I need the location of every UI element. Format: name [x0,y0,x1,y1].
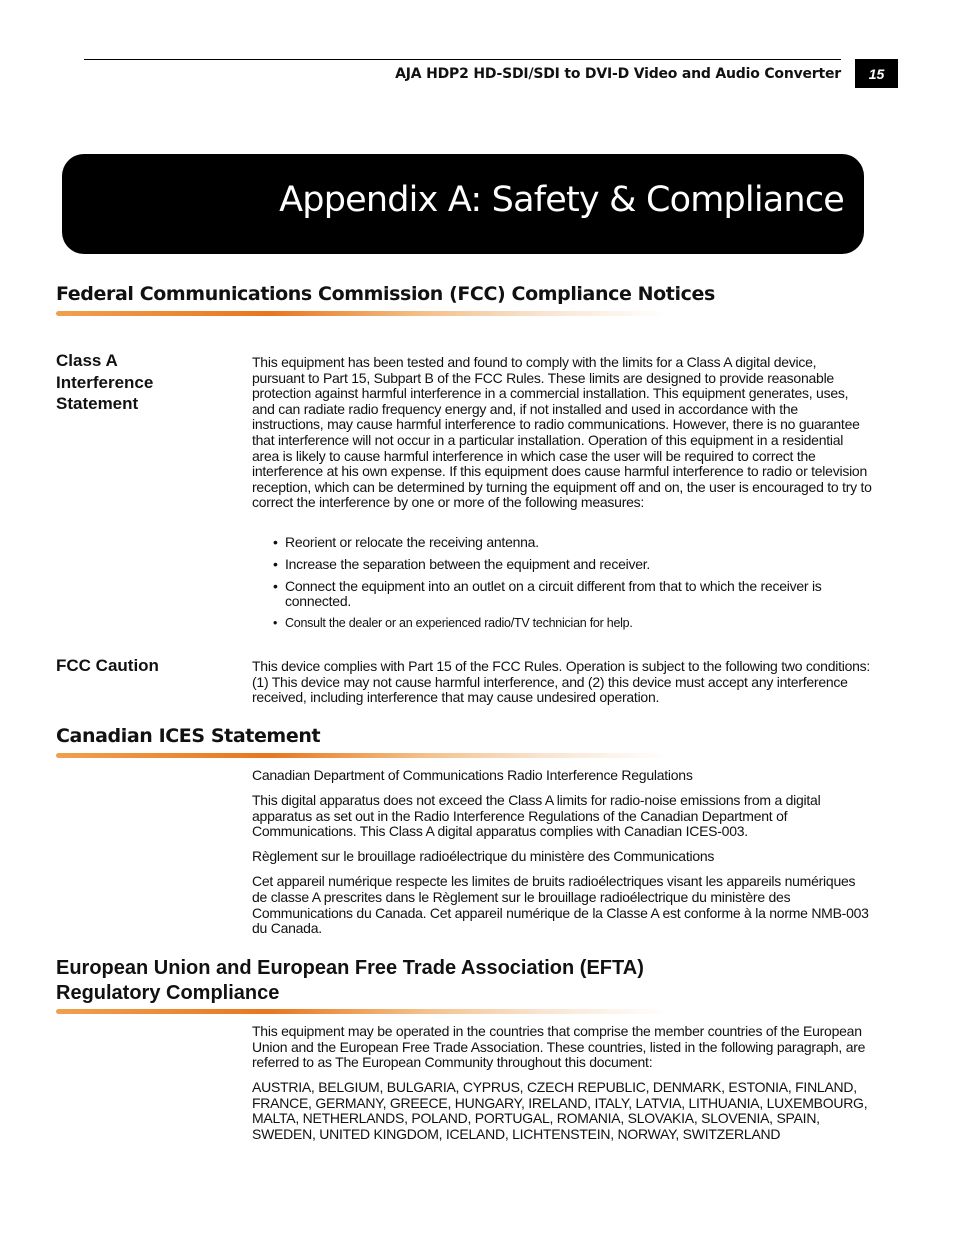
eu-heading-line1: European Union and European Free Trade Association (EFTA) [56,957,644,979]
canadian-paragraph: Cet appareil numérique respecte les limites de bruits radioélectriques visant les appareils numériques de classe A prescrites dans le Règlement sur le brouillage radioélectrique du ministère des Communications du Canada. Cet appareil numérique de la Classe A est conforme à la norme NMB-003 du Canada. [252,873,869,937]
list-item: • Reorient or relocate the receiving antenna. [273,534,539,550]
eu-heading-line2: Regulatory Compliance [56,982,280,1004]
list-item: • Increase the separation between the equipment and receiver. [273,555,651,572]
fcc-caution-label: FCC Caution [56,656,159,675]
canadian-body [252,768,872,946]
eu-paragraph: This equipment may be operated in the countries that comprise the member countries of the European Union and the European Free Trade Association. These countries, listed in the following paragraph, are referred to as The European Community throughout this document: [252,1023,866,1071]
eu-heading-rule [56,1009,668,1014]
fcc-caution-paragraph [252,659,872,715]
eu-countries: AUSTRIA, BELGIUM, BULGARIA, CYPRUS, CZECH REPUBLIC, DENMARK, ESTONIA, FINLAND, FRANCE, GERMANY, GREECE, HUNGARY, IRELAND, ITALY, LATVIA, LITHUANIA, LUXEMBOURG, MALTA, NETHERLANDS, POLAND, PORTUGAL, ROMANIA, SLOVAKIA, SLOVENIA, SPAIN, SWEDEN, UNITED KINGDOM, ICELAND, LICHTENSTEIN, NORWAY, SWITZERLAND [252,1079,868,1143]
fcc-measures-list [273,535,873,638]
chapter-title: Appendix A: Safety & Compliance [279,180,844,220]
list-item: • Connect the equipment into an outlet on a circuit different from that to which the receiver is connected. [273,577,822,610]
header-rule [84,59,841,60]
canadian-paragraph: Règlement sur le brouillage radioélectrique du ministère des Communications [252,848,715,865]
class-a-label: Class A Interference Statement [56,351,154,413]
page-number: 15 [855,59,898,88]
eu-heading [56,956,644,1006]
fcc-caution-text: This device complies with Part 15 of the FCC Rules. Operation is subject to the following two conditions: (1) This device may not cause harmful interference, and (2) this device must accept any interference received, including interference that may cause undesired operation. [252,658,871,706]
list-item: • Consult the dealer or an experienced radio/TV technician for help. [273,616,633,631]
document-title: AJA HDP2 HD-SDI/SDI to DVI-D Video and Audio Converter [395,66,841,82]
canadian-paragraph: Canadian Department of Communications Radio Interference Regulations [252,767,693,783]
eu-body [252,1024,872,1152]
canadian-heading: Canadian ICES Statement [56,725,321,747]
canadian-paragraph: This digital apparatus does not exceed the Class A limits for radio-noise emissions from a digital apparatus as set out in the Radio Interference Regulations of the Canadian Department of Communications. This Class A digital apparatus complies with Canadian ICES-003. [252,792,821,840]
fcc-heading-rule [56,311,668,316]
fcc-heading: Federal Communications Commission (FCC) Compliance Notices [56,283,715,305]
class-a-text: This equipment has been tested and found to comply with the limits for a Class A digital device, pursuant to Part 15, Subpart B of the FCC Rules. These limits are designed to provide reasonable protection against harmful interference in a commercial installation. This equipment generates, uses, and can radiate radio frequency energy and, if not installed and used in accordance with the instructions, may cause harmful interference to radio communications. However, there is no guarantee that interference will not occur in a particular installation. Operation of this equipment in a residential area is likely to cause harmful interference in which case the user will be required to correct the interference at his own expense. If this equipment does cause harmful interference to radio or television reception, which can be determined by turning the equipment off and on, the user is encouraged to try to correct the interference by one or more of the following measures: [252,354,872,511]
canadian-heading-rule [56,753,668,758]
chapter-banner [62,154,864,254]
class-a-paragraph [252,355,872,520]
